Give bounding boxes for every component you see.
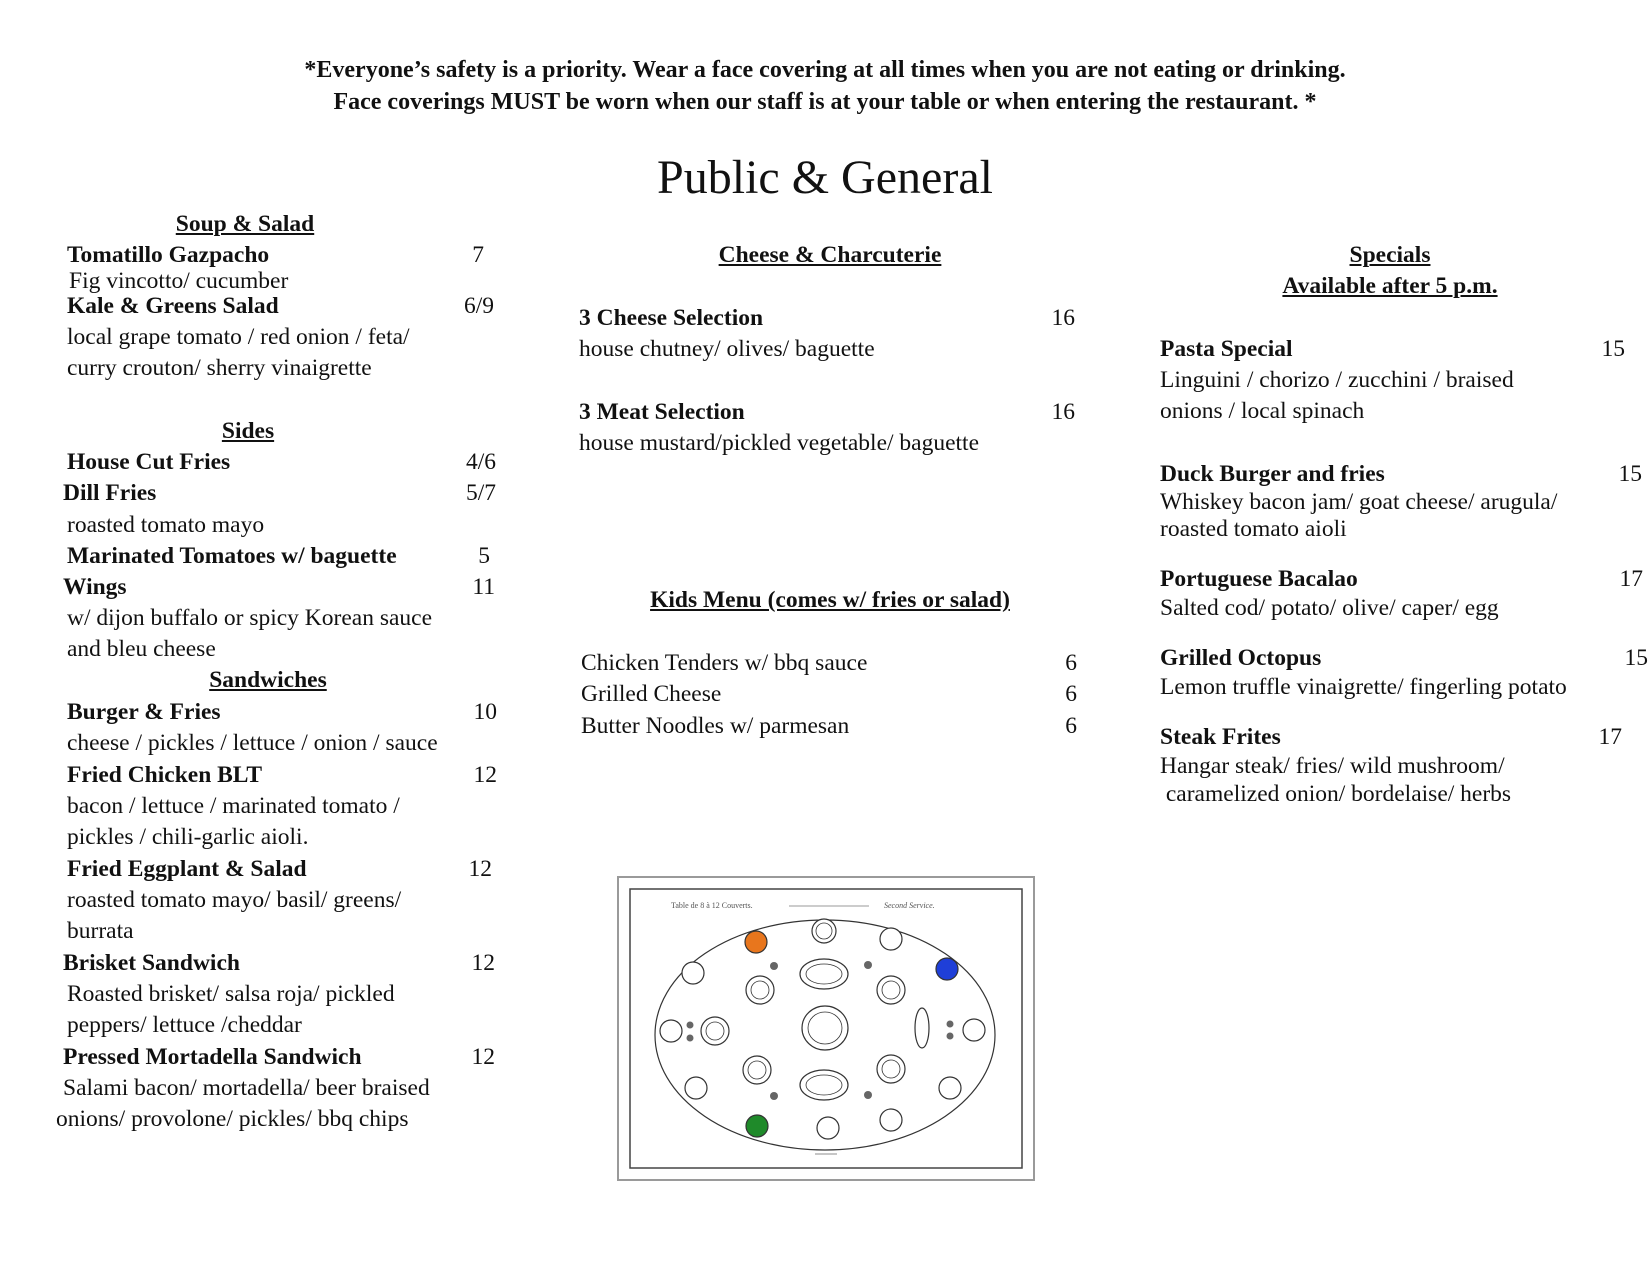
menu-item-description: Roasted brisket/ salsa roja/ pickled bbox=[67, 981, 395, 1007]
safety-notice-line-2: Face coverings MUST be worn when our staff is at your table or when entering the restaurant. * bbox=[333, 89, 1317, 115]
menu-item-description: caramelized onion/ bordelaise/ herbs bbox=[1160, 781, 1512, 807]
plate bbox=[939, 1077, 961, 1099]
menu-item-price: 15 bbox=[1624, 645, 1648, 671]
kids-item-price: 6 bbox=[1065, 681, 1077, 707]
table-setting-diagram bbox=[617, 876, 1035, 1181]
menu-item-name: Tomatillo Gazpacho bbox=[67, 242, 270, 268]
center-platter bbox=[802, 1006, 848, 1050]
diagram-caption-left: Table de 8 à 12 Couverts. bbox=[671, 901, 753, 910]
menu-item-price: 16 bbox=[1051, 305, 1075, 331]
menu-item-price: 4/6 bbox=[465, 449, 496, 475]
menu-item-name: Pasta Special bbox=[1160, 336, 1293, 362]
menu-item-price: 17 bbox=[1619, 566, 1643, 592]
plate bbox=[877, 1055, 905, 1083]
condiment-dot bbox=[864, 1091, 872, 1099]
menu-item-name: Duck Burger and fries bbox=[1160, 461, 1385, 487]
menu-item-name: Fried Eggplant & Salad bbox=[67, 856, 307, 882]
condiment-dot bbox=[687, 1035, 694, 1042]
menu-item-description: roasted tomato mayo/ basil/ greens/ bbox=[67, 887, 402, 913]
menu-item-description: and bleu cheese bbox=[67, 636, 216, 662]
plate bbox=[746, 976, 774, 1004]
plate bbox=[660, 1020, 682, 1042]
menu-item-description: burrata bbox=[67, 918, 134, 944]
menu-item-name: Steak Frites bbox=[1160, 724, 1281, 750]
menu-item-description: onions / local spinach bbox=[1160, 398, 1365, 424]
menu-item-name: Portuguese Bacalao bbox=[1160, 566, 1358, 592]
side-dish bbox=[915, 1008, 929, 1048]
kids-item-name: Chicken Tenders w/ bbq sauce bbox=[581, 650, 868, 676]
seat-marker-blue bbox=[936, 958, 958, 980]
menu-item-description: Hangar steak/ fries/ wild mushroom/ bbox=[1160, 753, 1505, 779]
condiment-dot bbox=[687, 1022, 694, 1029]
menu-item-price: 17 bbox=[1598, 724, 1622, 750]
plate bbox=[880, 1109, 902, 1131]
menu-item-name: Wings bbox=[63, 574, 127, 600]
condiment-dot bbox=[864, 961, 872, 969]
menu-item-price: 12 bbox=[471, 950, 495, 976]
condiment-dot bbox=[947, 1033, 954, 1040]
specials-heading: Specials bbox=[1349, 242, 1431, 268]
menu-item-description: w/ dijon buffalo or spicy Korean sauce bbox=[67, 605, 433, 631]
safety-notice-line-1: *Everyone’s safety is a priority. Wear a face covering at all times when you are not eating or drinking. bbox=[304, 57, 1346, 83]
menu-item-price: 6/9 bbox=[463, 293, 494, 319]
menu-item-name: Fried Chicken BLT bbox=[67, 762, 262, 788]
seat-marker-green bbox=[746, 1115, 768, 1137]
seat-marker-orange bbox=[745, 931, 767, 953]
condiment-dot bbox=[947, 1021, 954, 1028]
kids-item-name: Butter Noodles w/ parmesan bbox=[581, 713, 850, 739]
menu-item-name: House Cut Fries bbox=[67, 449, 231, 475]
sandwiches-heading: Sandwiches bbox=[209, 667, 327, 693]
plate bbox=[880, 928, 902, 950]
plate bbox=[963, 1019, 985, 1041]
menu-item-description: peppers/ lettuce /cheddar bbox=[67, 1012, 302, 1038]
menu-item-name: Grilled Octopus bbox=[1160, 645, 1322, 671]
menu-item-description: curry crouton/ sherry vinaigrette bbox=[67, 355, 372, 381]
condiment-dot bbox=[770, 962, 778, 970]
menu-item-name: Pressed Mortadella Sandwich bbox=[63, 1044, 362, 1070]
menu-item-name: Kale & Greens Salad bbox=[67, 293, 279, 319]
menu-item-description: onions/ provolone/ pickles/ bbq chips bbox=[56, 1106, 409, 1132]
plate bbox=[685, 1077, 707, 1099]
kids-menu-heading: Kids Menu (comes w/ fries or salad) bbox=[650, 587, 1010, 613]
kids-item-price: 6 bbox=[1065, 650, 1077, 676]
menu-item-name: 3 Meat Selection bbox=[579, 399, 745, 425]
menu-item-description: bacon / lettuce / marinated tomato / bbox=[67, 793, 400, 819]
menu-item-description: house chutney/ olives/ baguette bbox=[579, 336, 875, 362]
plate bbox=[812, 919, 836, 943]
plate bbox=[701, 1017, 729, 1045]
menu-item-price: 5/7 bbox=[465, 480, 496, 506]
plate bbox=[817, 1117, 839, 1139]
menu-item-name: Burger & Fries bbox=[67, 699, 221, 725]
menu-item-description: Lemon truffle vinaigrette/ fingerling potato bbox=[1160, 674, 1567, 700]
oval-dish bbox=[800, 1070, 848, 1100]
menu-item-description: cheese / pickles / lettuce / onion / sauce bbox=[67, 730, 438, 756]
plate bbox=[877, 976, 905, 1004]
restaurant-title: Public & General bbox=[657, 151, 993, 204]
diagram-caption-right: Second Service. bbox=[884, 901, 935, 910]
menu-item-price: 12 bbox=[468, 856, 492, 882]
plate bbox=[682, 962, 704, 984]
kids-item-price: 6 bbox=[1065, 713, 1077, 739]
menu-item-price: 12 bbox=[471, 1044, 495, 1070]
menu-item-description: local grape tomato / red onion / feta/ bbox=[67, 324, 410, 350]
menu-item-price: 12 bbox=[473, 762, 497, 788]
table-setting-illustration bbox=[619, 878, 1033, 1179]
menu-item-price: 16 bbox=[1051, 399, 1075, 425]
soup-salad-heading: Soup & Salad bbox=[175, 211, 315, 237]
menu-item-description: pickles / chili-garlic aioli. bbox=[67, 824, 309, 850]
menu-item-description: Whiskey bacon jam/ goat cheese/ arugula/ bbox=[1160, 489, 1558, 515]
kids-item-name: Grilled Cheese bbox=[581, 681, 722, 707]
menu-item-price: 10 bbox=[473, 699, 497, 725]
menu-item-name: Brisket Sandwich bbox=[63, 950, 240, 976]
menu-item-description: Linguini / chorizo / zucchini / braised bbox=[1160, 367, 1514, 393]
menu-item-price: 7 bbox=[472, 242, 484, 268]
menu-item-name: 3 Cheese Selection bbox=[579, 305, 764, 331]
menu-item-price: 5 bbox=[478, 543, 490, 569]
menu-item-price: 15 bbox=[1618, 461, 1642, 487]
menu-item-name: Marinated Tomatoes w/ baguette bbox=[67, 543, 397, 569]
sides-heading: Sides bbox=[221, 418, 275, 444]
menu-item-description: Salted cod/ potato/ olive/ caper/ egg bbox=[1160, 595, 1499, 621]
condiment-dot bbox=[770, 1092, 778, 1100]
menu-item-price: 15 bbox=[1601, 336, 1625, 362]
oval-dish bbox=[800, 959, 848, 989]
menu-item-name: Dill Fries bbox=[63, 480, 157, 506]
menu-item-description: roasted tomato aioli bbox=[1160, 516, 1347, 542]
plate bbox=[743, 1056, 771, 1084]
cheese-charcuterie-heading: Cheese & Charcuterie bbox=[718, 242, 942, 268]
menu-item-description: roasted tomato mayo bbox=[67, 512, 265, 538]
menu-item-price: 11 bbox=[472, 574, 495, 600]
menu-item-description: house mustard/pickled vegetable/ baguette bbox=[579, 430, 980, 456]
menu-item-description: Salami bacon/ mortadella/ beer braised bbox=[63, 1075, 430, 1101]
menu-item-description: Fig vincotto/ cucumber bbox=[69, 268, 289, 294]
specials-subheading: Available after 5 p.m. bbox=[1282, 273, 1498, 299]
